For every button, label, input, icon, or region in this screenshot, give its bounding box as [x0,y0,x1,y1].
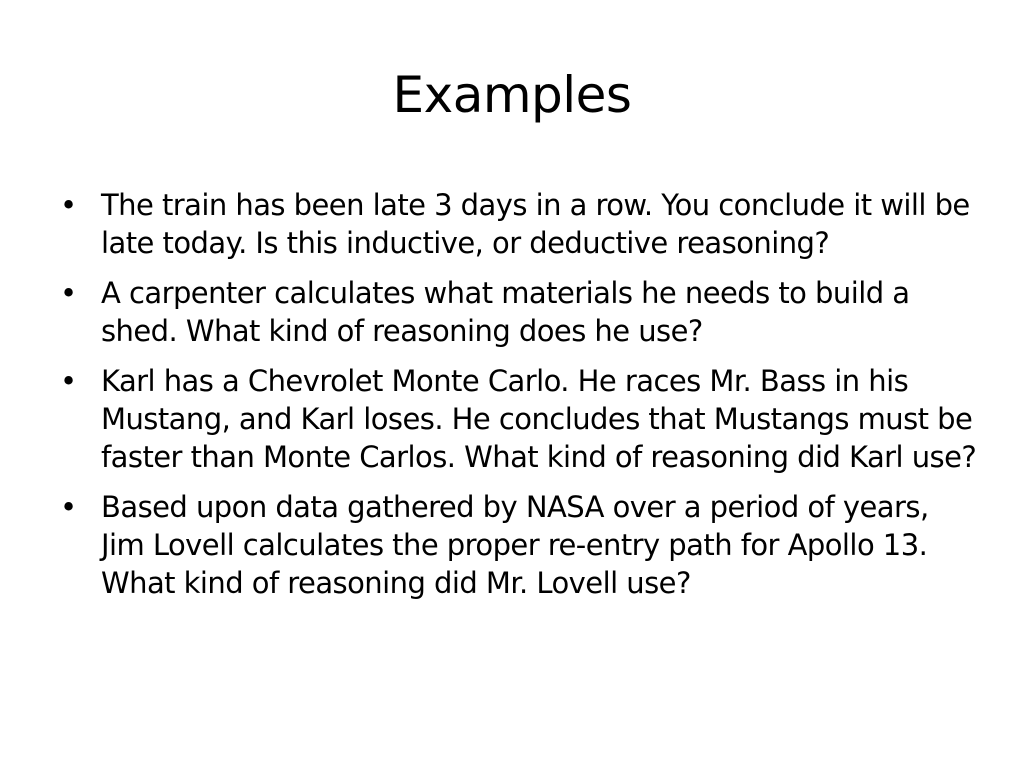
bullet-item [60,186,980,262]
bullet-item [60,274,980,350]
bullet-item [60,362,980,476]
bullet-text: A carpenter calculates what materials he needs to build a shed. What kind of reasoning does he use? [101,276,910,348]
bullet-text: Karl has a Chevrolet Monte Carlo. He races Mr. Bass in his Mustang, and Karl loses. He concludes that Mustangs must be faster than Monte Carlos. What kind of reasoning did Karl use? [101,364,977,474]
bullet-text: Based upon data gathered by NASA over a period of years, Jim Lovell calculates the proper re-entry path for Apollo 13. What kind of reasoning did Mr. Lovell use? [101,490,929,600]
bullet-icon: • [60,276,77,310]
bullet-list [60,186,980,614]
bullet-icon: • [60,490,77,524]
bullet-text: The train has been late 3 days in a row. You conclude it will be late today. Is this inductive, or deductive reasoning? [101,188,970,260]
slide-title: Examples [392,66,632,124]
bullet-icon: • [60,188,77,222]
bullet-item [60,488,980,602]
bullet-icon: • [60,364,77,398]
